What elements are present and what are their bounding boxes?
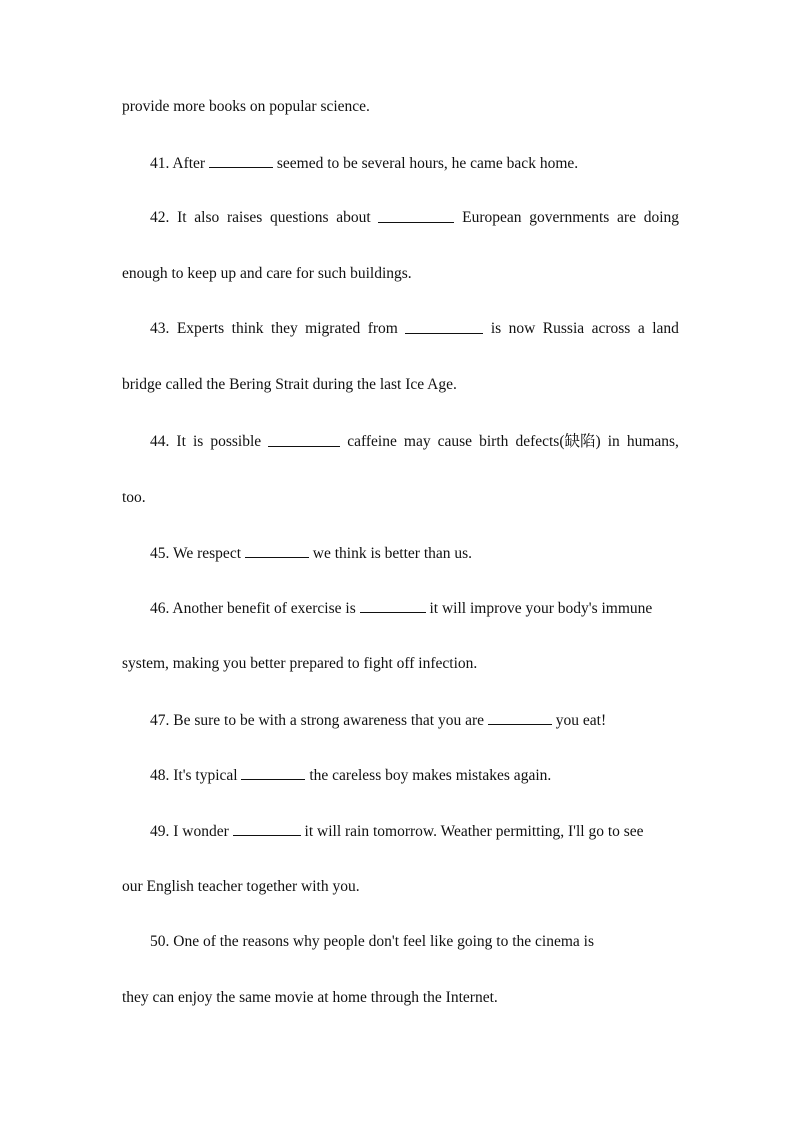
q44-word: humans, bbox=[626, 433, 679, 450]
question-44 bbox=[150, 432, 679, 452]
answer-blank-43[interactable] bbox=[405, 319, 483, 334]
q43-word: across bbox=[591, 320, 631, 337]
q44-word: caffeine bbox=[347, 433, 397, 450]
q44-continuation: too. bbox=[122, 489, 146, 506]
q44-word: possible bbox=[210, 433, 262, 450]
q44-word: cause bbox=[437, 433, 473, 450]
question-48 bbox=[150, 765, 551, 786]
q45-pre: 45. We respect bbox=[150, 545, 242, 562]
q41-post: seemed to be several hours, he came back home. bbox=[276, 155, 579, 172]
answer-blank-48[interactable] bbox=[241, 765, 305, 780]
q47-pre: 47. Be sure to be with a strong awareness that you are bbox=[150, 712, 485, 729]
q50-continuation: they can enjoy the same movie at home through the Internet. bbox=[122, 989, 498, 1006]
answer-blank-49[interactable] bbox=[233, 821, 301, 836]
q43-word: land bbox=[652, 320, 679, 337]
q42-word: questions bbox=[269, 209, 329, 226]
q42-continuation: enough to keep up and care for such buildings. bbox=[122, 265, 412, 282]
q43-word: now bbox=[508, 320, 536, 337]
q43-word: from bbox=[367, 320, 398, 337]
q43-word: 43. bbox=[150, 320, 170, 337]
q44-word: in bbox=[607, 433, 620, 450]
q43-word: a bbox=[637, 320, 645, 337]
q41-pre: 41. After bbox=[150, 155, 206, 172]
q44-word: defects(缺陷) bbox=[515, 433, 601, 450]
q49-continuation: our English teacher together with you. bbox=[122, 878, 360, 895]
answer-blank-41[interactable] bbox=[209, 153, 273, 168]
q42-word: are bbox=[617, 209, 636, 226]
q43-word: think bbox=[231, 320, 264, 337]
q42-word: doing bbox=[643, 209, 679, 226]
q49-post: it will rain tomorrow. Weather permitting, I'll go to see bbox=[304, 823, 644, 840]
question-49 bbox=[150, 821, 644, 842]
question-50: 50. One of the reasons why people don't feel like going to the cinema is bbox=[150, 933, 594, 950]
question-47 bbox=[150, 710, 606, 731]
q48-post: the careless boy makes mistakes again. bbox=[309, 767, 552, 784]
q42-word: also bbox=[194, 209, 220, 226]
q43-word: Experts bbox=[176, 320, 225, 337]
answer-blank-42[interactable] bbox=[378, 208, 454, 223]
q44-word: is bbox=[192, 433, 204, 450]
q44-word: It bbox=[176, 433, 186, 450]
q42-word: governments bbox=[529, 209, 610, 226]
q44-word: 44. bbox=[150, 433, 170, 450]
q42-word: about bbox=[336, 209, 371, 226]
q44-word: birth bbox=[479, 433, 509, 450]
q42-word: European bbox=[462, 209, 522, 226]
question-41 bbox=[150, 153, 578, 174]
answer-blank-47[interactable] bbox=[488, 710, 552, 725]
question-45 bbox=[150, 543, 472, 564]
q42-word: raises bbox=[226, 209, 263, 226]
q45-post: we think is better than us. bbox=[312, 545, 473, 562]
answer-blank-46[interactable] bbox=[360, 598, 426, 613]
answer-blank-45[interactable] bbox=[245, 543, 309, 558]
q46-post: it will improve your body's immune bbox=[429, 600, 653, 617]
q42-word: 42. bbox=[150, 209, 170, 226]
q43-word: migrated bbox=[305, 320, 361, 337]
q43-word: they bbox=[271, 320, 298, 337]
question-46 bbox=[150, 598, 652, 619]
question-43 bbox=[150, 319, 679, 339]
q43-continuation: bridge called the Bering Strait during the last Ice Age. bbox=[122, 376, 457, 393]
q44-word: may bbox=[403, 433, 431, 450]
continuation-line: provide more books on popular science. bbox=[122, 98, 370, 115]
q49-pre: 49. I wonder bbox=[150, 823, 229, 840]
q46-continuation: system, making you better prepared to fight off infection. bbox=[122, 655, 478, 672]
answer-blank-44[interactable] bbox=[268, 432, 340, 447]
q43-word: Russia bbox=[542, 320, 585, 337]
q42-word: It bbox=[177, 209, 187, 226]
q48-pre: 48. It's typical bbox=[150, 767, 238, 784]
question-42 bbox=[150, 208, 679, 228]
q47-post: you eat! bbox=[555, 712, 607, 729]
q43-word: is bbox=[490, 320, 502, 337]
q46-pre: 46. Another benefit of exercise is bbox=[150, 600, 356, 617]
